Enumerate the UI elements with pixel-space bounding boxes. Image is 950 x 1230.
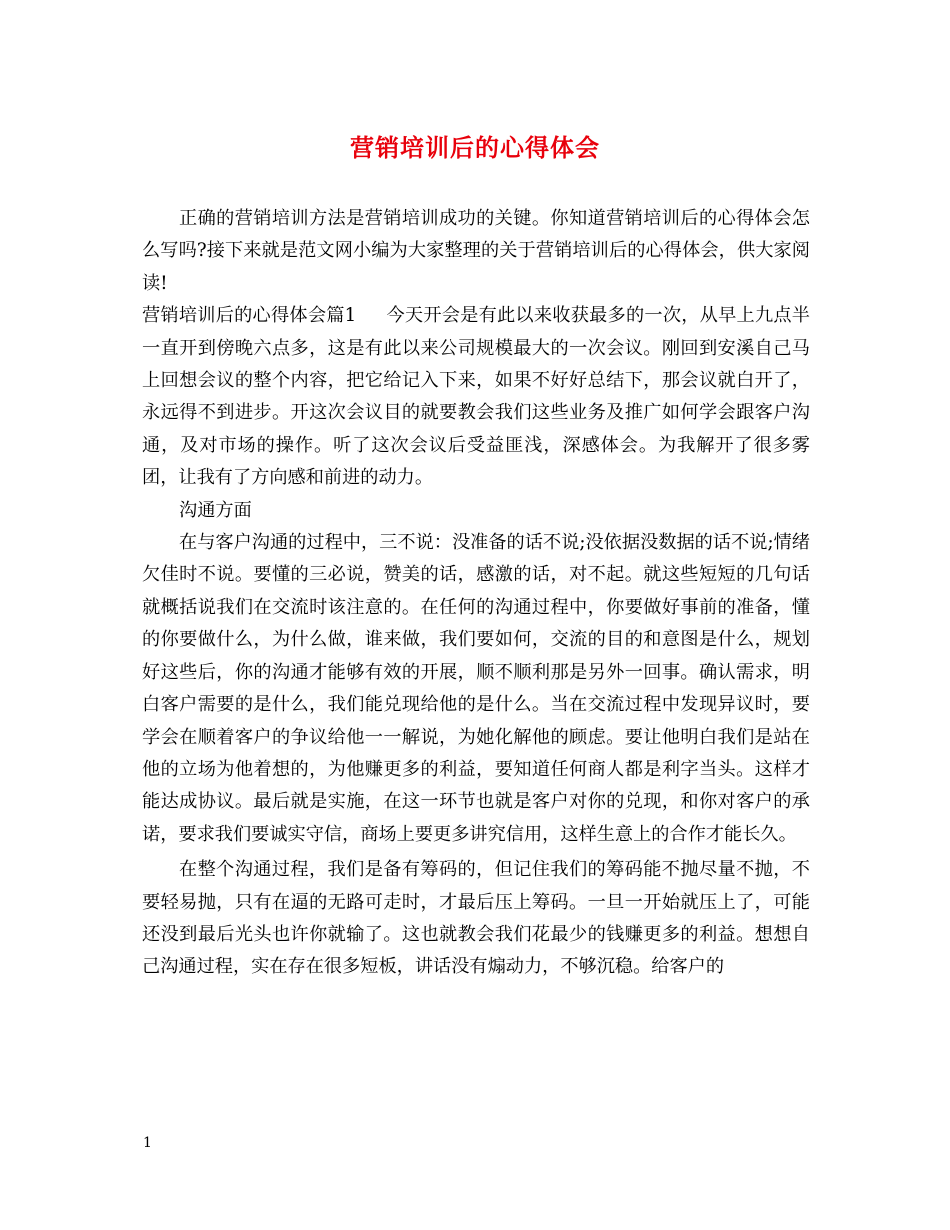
- paragraph-3: 在整个沟通过程，我们是备有筹码的，但记住我们的筹码能不抛尽量不抛，不要轻易抛，只有在逼的无路可走时，才最后压上筹码。一旦一开始就压上了，可能还没到最后光头也许你就输了。这也就教会我们花最少的钱赚更多的利益。想想自己沟通过程，实在存在很多短板，讲话没有煽动力，不够沉稳。给客户的: [142, 859, 810, 978]
- section-paragraph: [142, 300, 810, 494]
- document-title: 营销培训后的心得体会: [350, 133, 600, 162]
- page-number: 1: [143, 1135, 152, 1151]
- paragraph-2: 在与客户沟通的过程中，三不说：没准备的话不说;没依据没数据的话不说;情绪欠佳时不说。要懂的三必说，赞美的话，感激的话，对不起。就这些短短的几句话就概括说我们在交流时该注意的。在任何的沟通过程中，你要做好事前的准备，懂的你要做什么，为什么做，谁来做，我们要如何，交流的目的和意图是什么，规划好这些后，你的沟通才能够有效的开展，顺不顺利那是另外一回事。确认需求，明白客户需要的是什么，我们能兑现给他的是什么。当在交流过程中发现异议时，要学会在顺着客户的争议给他一一解说，为她化解他的顾虑。要让他明白我们是站在他的立场为他着想的，为他赚更多的利益，要知道任何商人都是利字当头。这样才能达成协议。最后就是实施，在这一环节也就是客户对你的兑现，和你对客户的承诺，要求我们要诚实守信，商场上要更多讲究信用，这样生意上的合作才能长久。: [142, 532, 810, 845]
- subheading: 沟通方面: [179, 499, 252, 521]
- section-first-paragraph: 今天开会是有此以来收获最多的一次，从早上九点半一直开到傍晚六点多，这是有此以来公司规模最大的一次会议。刚回到安溪自己马上回想会议的整个内容，把它给记入下来，如果不好好总结下，那会议就白开了，永远得不到进步。开这次会议目的就要教会我们这些业务及推广如何学会跟客户沟通，及对市场的操作。听了这次会议后受益匪浅，深感体会。为我解开了很多雾团，让我有了方向感和前进的动力。: [142, 305, 810, 489]
- intro-paragraph: 正确的营销培训方法是营销培训成功的关键。你知道营销培训后的心得体会怎么写吗?接下来就是范文网小编为大家整理的关于营销培训后的心得体会，供大家阅读!: [142, 208, 810, 294]
- section-title: 营销培训后的心得体会篇1: [142, 305, 357, 327]
- document-body: [142, 203, 810, 984]
